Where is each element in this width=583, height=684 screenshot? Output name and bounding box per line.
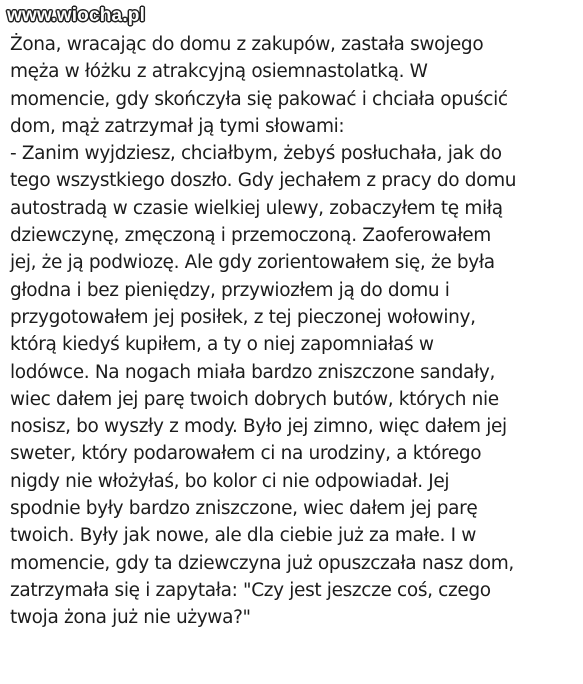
story-line: dziewczynę, zmęczoną i przemoczoną. Zaoferowałem <box>10 225 491 247</box>
story-line: nosisz, bo wyszły z mody. Było jej zimno, więc dałem jej <box>10 416 507 438</box>
story-line: twoja żona już nie używa?" <box>10 607 251 629</box>
story-line: momencie, gdy ta dziewczyna już opuszczała nasz dom, <box>10 552 514 574</box>
story-line: - Zanim wyjdziesz, chciałbym, żebyś posłuchała, jak do <box>10 143 502 165</box>
story-line: którą kiedyś kupiłem, a ty o niej zapomniałaś w <box>10 334 434 356</box>
story-line: męża w łóżku z atrakcyjną osiemnastolatką. W <box>10 61 428 83</box>
story-line: twoich. Były jak nowe, ale dla ciebie już za małe. I w <box>10 525 477 547</box>
story-line: sweter, który podarowałem ci na urodziny, a którego <box>10 443 482 465</box>
story-line: głodna i bez pieniędzy, przywiozłem ją do domu i <box>10 279 450 301</box>
story-line: momencie, gdy skończyła się pakować i chciała opuścić <box>10 88 508 110</box>
story-line: Żona, wracając do domu z zakupów, zastała swojego <box>10 34 484 55</box>
story-line: przygotowałem jej posiłek, z tej pieczonej wołowiny, <box>10 306 476 328</box>
story-line: tego wszystkiego doszło. Gdy jechałem z pracy do domu <box>10 170 517 192</box>
story-line: lodówce. Na nogach miała bardzo zniszczone sandały, <box>10 361 496 383</box>
story-line: nigdy nie włożyłaś, bo kolor ci nie odpowiadał. Jej <box>10 470 450 492</box>
story-line: zatrzymała się i zapytała: "Czy jest jeszcze coś, czego <box>10 579 491 601</box>
story-text <box>10 31 578 632</box>
story-line: spodnie były bardzo zniszczone, wiec dałem jej parę <box>10 498 478 520</box>
site-watermark: www.wiocha.pl <box>7 5 146 26</box>
story-line: autostradą w czasie wielkiej ulewy, zobaczyłem tę miłą <box>10 197 503 219</box>
story-line: jej, że ją podwiozę. Ale gdy zorientowałem się, że była <box>10 252 495 274</box>
story-line: dom, mąż zatrzymał ją tymi słowami: <box>10 115 345 137</box>
story-line: wiec dałem jej parę twoich dobrych butów, których nie <box>10 388 499 410</box>
